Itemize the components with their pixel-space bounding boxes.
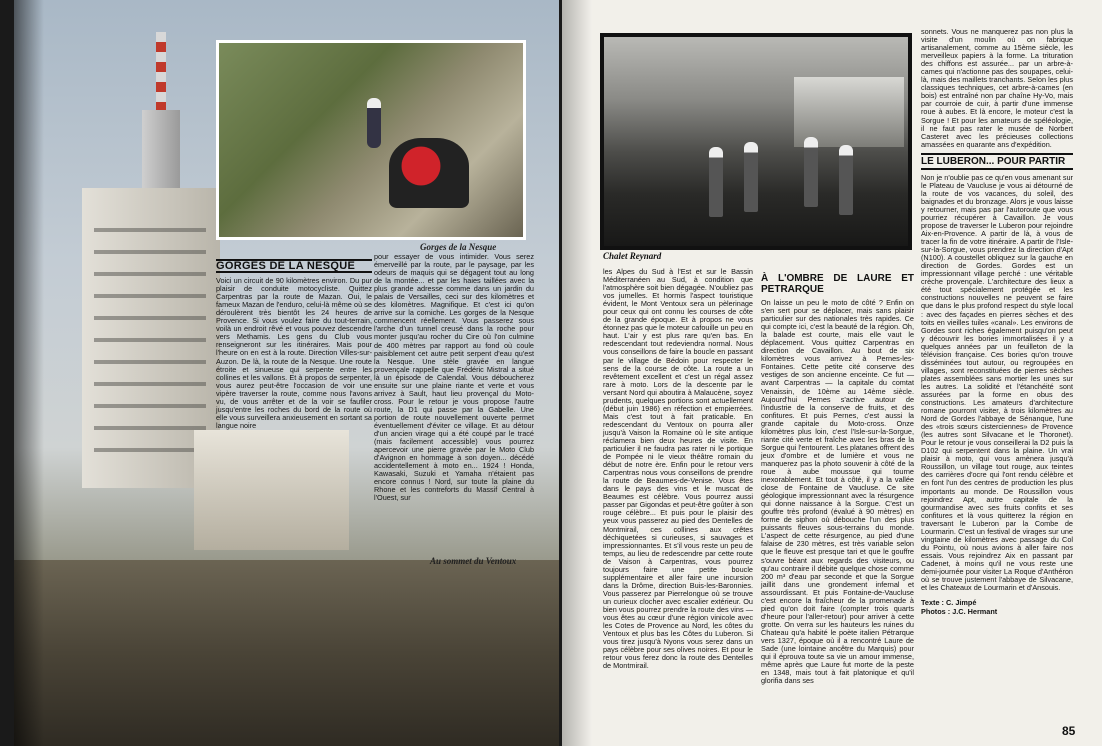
photo-chalet-reynard <box>600 33 912 250</box>
photo-caption-nesque: Gorges de la Nesque <box>420 242 497 252</box>
motorcycle-photo <box>219 43 523 237</box>
person-figure <box>709 147 723 217</box>
tower-windows <box>94 210 206 470</box>
motorcycle-figure <box>389 138 469 208</box>
left-column-1 <box>216 255 372 430</box>
paragraph: On laisse un peu le moto de côté ? Enfin on s'en sert pour se déplacer, mais sans plaisir particulier sur des nationales très rapides. Ce qui compte ici, c'est la beauté de la région. Oh, la balade est courte, mais elle vaut le déplacement. Vous quittez Carpentras en direction de Cavaillon. Au bout de six kilomètres vous arrivez à Pernes-les-Fontaines. Cette petite cité conserve des vestiges de son ancienne enceinte. Ce fut — avant Carpentras — la capitale du comtat Venaissin, de 10ème au 14ème siècle. Aujourd'hui Pernes s'active autour de l'industrie de la conserve de fruits, et des confitures. Et puis Pernes, c'est aussi la grande capitale du Moto-cross. Onze kilomètres plus loin, c'est l'Isle-sur-la-Sorgue, riante cité verte et fraîche avec les bras de la Sorgue qui l'entourent. Les platanes offrent des jeux d'ombre et de lumière et vous ne manquerez pas la photo souvenir à côté de la roue à aube moussue qui tourne inexorablement. Et tout à côté, il y a la vallée close de Fontaine de Vaucluse. Ce site géologique impressionnant avec la résurgence qui donne naissance à la Sorgue. C'est un gouffre très profond (évalué à 90 mètres) en forme de siphon où débouche l'un des plus puissants fleuves sous-terrains du monde. L'aspect de cette résurgence, au pied d'une falaise de 230 mètres, est très variable selon que le fleuve est presque tari et que le gouffre s'ouvre béant aux regards des visiteurs, ou qu'au contraire il débite quelque chose comme 200 m³ d'eau par seconde et que la Sorgue jaillit dans une grondement infernal et assourdissant. Et puis Fontaine-de-Vaucluse c'est encore la fraîcheur de la promenade à pied qu'on doit faire (compter trois quarts d'heure pour l'aller-retour) pour arriver à cette grotte. On verra sur les hauteurs les ruines du Chateau qu'a habité le poète italien Pétrarque vers 1327, époque où il a rencontré Laure de Sade (une lointaine ancêtre du Marquis) pour qui il éprouva toute sa vie un amour immense, même après que Laure fut morte de la peste en 1348, mais tout à fait platonique et qu'il glorifia dans ses <box>761 298 914 686</box>
photo-gorges-nesque <box>216 40 526 240</box>
tower-top <box>142 110 180 190</box>
right-column-1 <box>603 268 753 670</box>
paragraph: Voici un circuit de 90 kilomètres environ. Du pur plaisir de conduite motocycliste. Quittez Carpentras par la route de Mazan. Oui, le fameux Mazan de l'enduro, celui-là même où se déroulèrent très bientôt les 24 heures de Provence. Si vous voulez faire du tout-terrain, voilà un endroit rêvé et vous pouvez descendre vers Methamis. Les gens du Club vous renseigneront sur les itinéraires. Mais pour l'heure on en est à la route. Direction Villes-sur-Auzon. De là, la route de la Nesque. Une route étroite et sinueuse qui serpente entre les collines et les vallons. Et à propos de serpenter, vous aurez peut-être l'occasion de voir une vipère traverser la route, comme nous l'avons vu, de vous arrêter et de la voir se faufiler jusqu'entre les roches du bord de la route où elle vous surveillera anxieusement en sortant sa langue noire <box>216 276 372 430</box>
person-figure <box>804 137 818 207</box>
section-title-luberon: LE LUBERON... POUR PARTIR <box>921 153 1073 170</box>
credits <box>921 598 1073 616</box>
person-figure <box>744 142 758 212</box>
summit-ground <box>14 560 559 746</box>
credit-photos: Photos : J.C. Hermant <box>921 607 998 617</box>
right-column-3 <box>921 28 1073 616</box>
paragraph: sonnets. Vous ne manquerez pas non plus la visite d'un moulin où on fabrique artisanalement, comme au 15ème siècle, les merveilleux papiers à la forme. La trituration des chiffons est assurée... par un arbre-à-cames qui n'actionne pas des soupapes, celui-là, mais des maillets tranchants. Selon les plus classiques techniques, cet arbre-à-cames (en bois) est entraîné non par chaîne Hy-Vo, mais par courroie de cuir, à partir d'une immense roue à aubes. Et là encore, le moteur c'est la Sorgue ! Et pour les amateurs de spéléologie, il ne faut pas rater le musée de Norbert Casteret avec les précieuses collections amassées en quarante ans d'expédition. <box>921 27 1073 149</box>
bw-group-photo <box>604 37 908 246</box>
antenna-mast <box>156 32 166 112</box>
rider-figure <box>367 98 381 148</box>
photo-caption-ventoux: Au sommet du Ventoux <box>430 556 517 566</box>
article-title-nesque: GORGES DE LA NESQUE <box>216 259 372 273</box>
summit-building <box>194 430 349 550</box>
section-title-laure-petrarque: À L'OMBRE DE LAURE ET PETRARQUE <box>761 273 914 295</box>
paragraph: Non je n'oublie pas ce qu'en vous amenant sur le Plateau de Vaucluse je vous ai détourné de la route de vos vacances, du soleil, des baignades et du bronzage. Alors je vous laisse y retourner, mais pas par l'autoroute que vous pourriez récupérer à Cavaillon. Je vous propose de traverser le Luberon pour rejoindre Aix-en-Provence. A partir de là, à vous de tracer la fin de votre itinéraire. A partir de l'Isle-sur-la-Sorgue, vous prendrez la direction d'Apt (N100). A coustellet obliquez sur la gauche en direction de Gordes. Gordes est un impressionnant village perché : une véritable crèche provençale. L'architecture des lieux a été tout spécialement protégée et les constructions nouvelles ne peuvent se faire que dans le plus profond respect du style local : avec des façades en pierres sèches et des toits en vieilles tuiles «canal». Les environs de Gordes sont riches également puisqu'on peut y découvrir les bories immortalisées il y a quelques années par un feuilleton de la télévision française. Ces bories qu'on trouve disséminées tout autour, ou regroupées en villages, sont reconstituées de pierres sèches plates assemblées sans mortier les unes sur les autres. La solidité et l'étanchéité sont assurées par la forme en obus des constructions. Les amateurs d'architecture romane pourront visiter, à trois kilomètres au Nord de Gordes l'abbaye de Sénanque, l'une des «trois sœurs cisterciennes» de Provence (les autres sont Silvacane et le Thoronet). Pour le retour je vous conseillerai la D2 puis la D102 qui serpentent dans la plaine. Un vrai plaisir à moto, qui vous amènera jusqu'à Roussillon, un village tout rouge, aux teintes des carrières d'ocre qui l'ont rendu célèbre et en font l'un des centres de production les plus importants au monde. De Roussillon vous rejoindrez Apt, autre capitale de la gourmandise avec ses fruits confits et ses confitures et là vous quitterez la région en traversant le Luberon par la Combe de Lourmarin. C'est un festival de virages sur une vingtaine de kilomètres avec passage du Col du Pointu, où nous avions à aller faire nos essais. Vous rejoindrez Aix en passant par Cadenet, à moins qu'il ne vous reste une demi-journée pour visiter La Roque d'Anthéron où se trouve justement l'abbaye de Silvacane, et les Chateaux de Lourmarin et d'Ansouis. <box>921 172 1073 593</box>
paragraph: pour essayer de vous intimider. Vous serez émerveillé par la route, par le paysage, par les odeurs de maquis qui se dégagent tout au long de la montée... et par les haies taillées avec la plus grande adresse comme dans un jardin du palais de Versailles, ceci sur des kilomètres et des kilomètres. Magnifique. Et c'est ici qu'on arrive sur la corniche. Les gorges de la Nesque commencent réellement. Vous passerez sous l'arche d'un tunnel creusé dans la roche pour monter jusqu'au rocher du Cire où l'on culmine de 400 mètres par rapport au fond où coule paisiblement cet autre petit serpent d'eau qu'est la Nesque. Une stèle gravée en langue provençale rappelle que Frédéric Mistral a situé là un épisode de Calendal. Vous déboucherez ensuite sur une plaine riante et verte et vous arrivez à Sault, haut lieu provençal du Moto-cross. Pour le retour je vous propose l'autre route, la D1 qui passe par la Gabelle. Une portion de route nouvellement ouverte permet éventuellement d'éviter ce village. Et au détour d'un ancien virage qui a été coupé par le tracé (mais facilement accessible) vous pourrez apercevoir une pierre gravée par le Moto Club d'Avignon en hommage à son doyen... décédé accidentellement à moto en... 1924 ! Honda, Kawasaki, Suzuki et Yamaha n'étaient pas encore connus ! Nord, sur toute la plaine du Rhone et les contreforts du Massif Central à l'Ouest, sur <box>374 252 534 503</box>
left-column-2 <box>374 253 534 502</box>
photo-caption-reynard: Chalet Reynard <box>603 251 662 261</box>
credit-text: Texte : C. Jimpé <box>921 598 977 608</box>
right-column-2 <box>761 271 914 685</box>
page-number: 85 <box>1062 724 1076 738</box>
person-figure <box>839 145 853 215</box>
paragraph: les Alpes du Sud à l'Est et sur le Bassin Méditerranéen au Sud, à condition que l'atmosphère soit bien dégagée. N'oubliez pas vos jumelles. Et hormis l'aspect touristique évident, le Mont Ventoux sera un pèlerinage pour ceux qui ont connu les courses de côte de la grande époque. Et à propos ne vous étonnez pas que le moteur cafouille un peu en haut. L'air y est plus rare qu'en bas. En redescendant tout redeviendra normal. Nous vous conseillons de faire la boucle en passant par le village de Bédoin pour respecter le sens de la course de côte. La route a un revêtement excellent et c'est un régal assez rare à moto. Lors de la descente par le versant Nord qui aboutira à Malaucène, soyez prudents, quelques portions sont actuellement (début juin 1986) en réfection et empierrées. Mais c'est tout à fait praticable. En redescendant du Ventoux on pourra aller jusqu'à Vaison la Romaine où le site antique réclamera bien deux heures de visite. En particulier il ne faudra pas rater ni le portique de Pompée ni le vieux théâtre romain du début de notre ère. Enfin pour le retour vers Carpentras nous vous conseillons de prendre la route de Beaumes-de-Venise. Vous êtes dans le pays des vins et le muscat de Beaumes est célèbre. Vous pourrez aussi passer par Gigondas et peut-être goûter à son rouge célèbre... Et puis pour le plaisir des yeux vous passerez au pied des Dentelles de Montmirail, ces collines aux crêtes déchiquetées si curieuses, si sauvages et impressionnantes. Et s'il vous reste un peu de temps, au lieu de redescendre par cette route de Vaison à Carpentras, vous pourrez toujours faire une petite boucle supplémentaire et aller faire une incursion dans la Drôme, direction Buis-les-Baronnies. Vous passerez par Pierrelongue où se trouve un curieux clocher avec escalier extérieur. Ou bien vous pourrez prendre la route des vins — vous êtes au cœur d'une région vinicole avec les Cotes de Provence au Nord, les côtes du Ventoux et plus bas les Côtes du Luberon. Si vous tirez jusqu'à Nyons vous serez dans un pays célèbre pour ses olives noires. Et pour le retour vous ferez donc la route des Dentelles de Montmirail. <box>603 267 753 671</box>
